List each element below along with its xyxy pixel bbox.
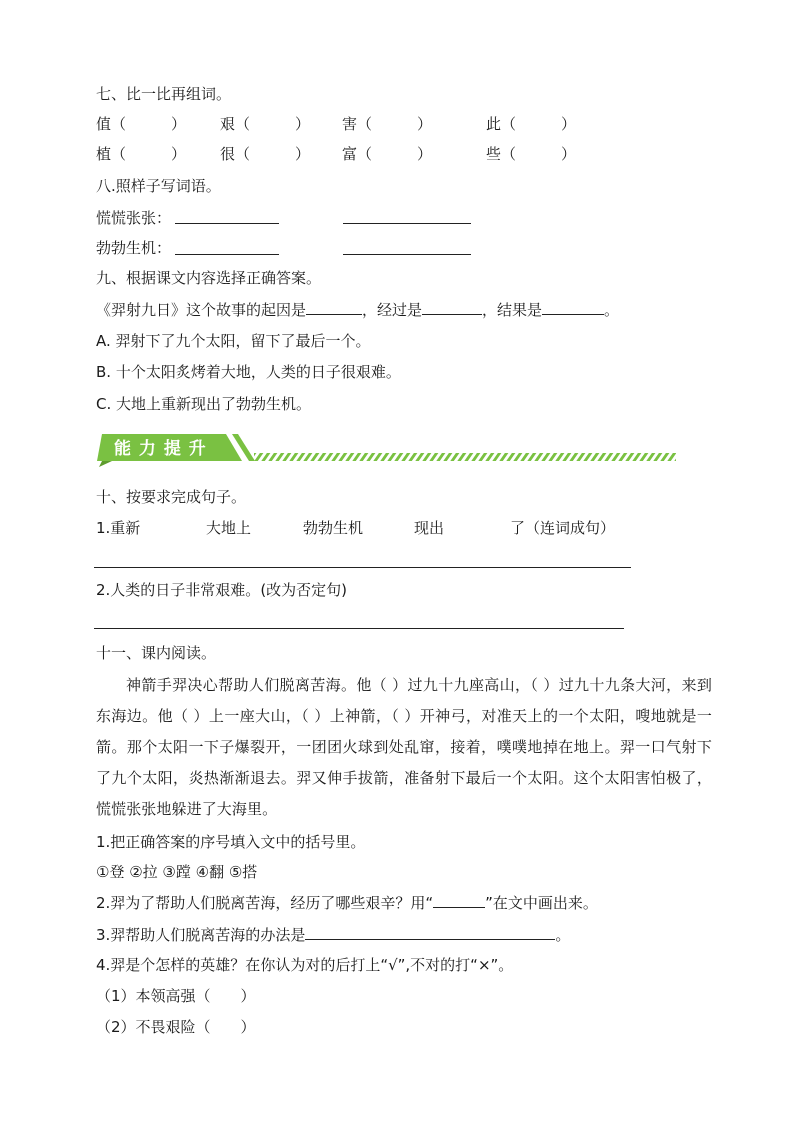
word-chunk: 现出 [414,519,445,537]
word-chunk: 了（连词成句） [510,519,616,537]
section-10-title: 十、按要求完成句子。 [96,488,247,506]
word-chunk: 大地上 [206,519,252,537]
option-a: A. 羿射下了九个太阳，留下了最后一个。 [96,332,371,350]
banner-fold [99,461,112,467]
story-question [96,300,619,320]
example-word: 慌慌张张： [96,209,172,227]
word-chunk: 1.重新 [96,519,141,537]
compare-item: 些（ ） [486,145,577,163]
section-7-title: 七、比一比再组词。 [96,85,232,103]
question-text: 3.羿帮助人们脱离苦海的办法是 [96,926,306,944]
question-2: 2.人类的日子非常艰难。(改为否定句) [96,581,348,599]
judgement-item: （2）不畏艰险（ ） [96,1018,256,1036]
section-11-title: 十一、课内阅读。 [96,644,217,662]
compare-item: 值（ ） [96,115,187,133]
answer-options: ①登 ②拉 ③蹚 ④翻 ⑤搭 [96,863,258,881]
judgement-item: （1）本领高强（ ） [96,987,256,1005]
answer-blank[interactable] [305,925,555,940]
section-8-title: 八.照样子写词语。 [96,177,221,195]
question-text: ，结果是 [482,301,543,319]
banner-label: 能 力 提 升 [114,439,207,459]
compare-item: 艰（ ） [220,115,311,133]
answer-line[interactable] [94,628,624,629]
answer-line[interactable] [343,223,471,224]
answer-line[interactable] [343,254,471,255]
answer-line[interactable] [94,567,631,568]
reading-question-4: 4.羿是个怎样的英雄？在你认为对的后打上“√”,不对的打“×”。 [96,956,514,974]
reading-question-3 [96,925,570,945]
compare-item: 此（ ） [486,115,577,133]
compare-item: 富（ ） [342,145,433,163]
answer-line[interactable] [175,223,279,224]
answer-blank[interactable] [433,893,485,908]
question-text: ，经过是 [362,301,423,319]
question-text: ”在文中画出来。 [485,894,598,912]
compare-item: 害（ ） [342,115,433,133]
option-b: B. 十个太阳炙烤着大地，人类的日子很艰难。 [96,363,401,381]
compare-item: 植（ ） [96,145,187,163]
question-text: 。 [604,301,620,319]
reading-question-1: 1.把正确答案的序号填入文中的括号里。 [96,833,366,851]
compare-item: 很（ ） [220,145,311,163]
reading-question-2 [96,893,598,913]
example-word: 勃勃生机： [96,239,172,257]
answer-blank[interactable] [306,300,362,315]
answer-line[interactable] [175,254,279,255]
banner-hatch-strip [254,453,676,461]
answer-blank[interactable] [542,300,604,315]
section-9-title: 九、根据课文内容选择正确答案。 [96,269,322,287]
section-banner [94,430,684,470]
question-text: 2.羿为了帮助人们脱离苦海，经历了哪些艰辛？用“ [96,894,434,912]
question-text: 。 [555,926,571,944]
option-c: C. 大地上重新现出了勃勃生机。 [96,395,312,413]
reading-passage: 神箭手羿决心帮助人们脱离苦海。他（ ）过九十九座高山，（ ）过九十九条大河，来到东海边。他（ ）上一座大山，（ ）上神箭，（ ）开神弓，对准天上的一个太阳，嗖地就是一箭。那个太阳一下子爆裂开，一团团火球到处乱窜，接着，噗噗地掉在地上。羿一口气射下了九个太阳，炎热渐渐退去。羿又伸手拔箭，准备射下最后一个太阳。这个太阳害怕极了，慌慌张张地躲进了大海里。 [96,676,712,818]
question-text: 《羿射九日》这个故事的起因是 [96,301,307,319]
word-chunk: 勃勃生机 [303,519,364,537]
answer-blank[interactable] [422,300,482,315]
